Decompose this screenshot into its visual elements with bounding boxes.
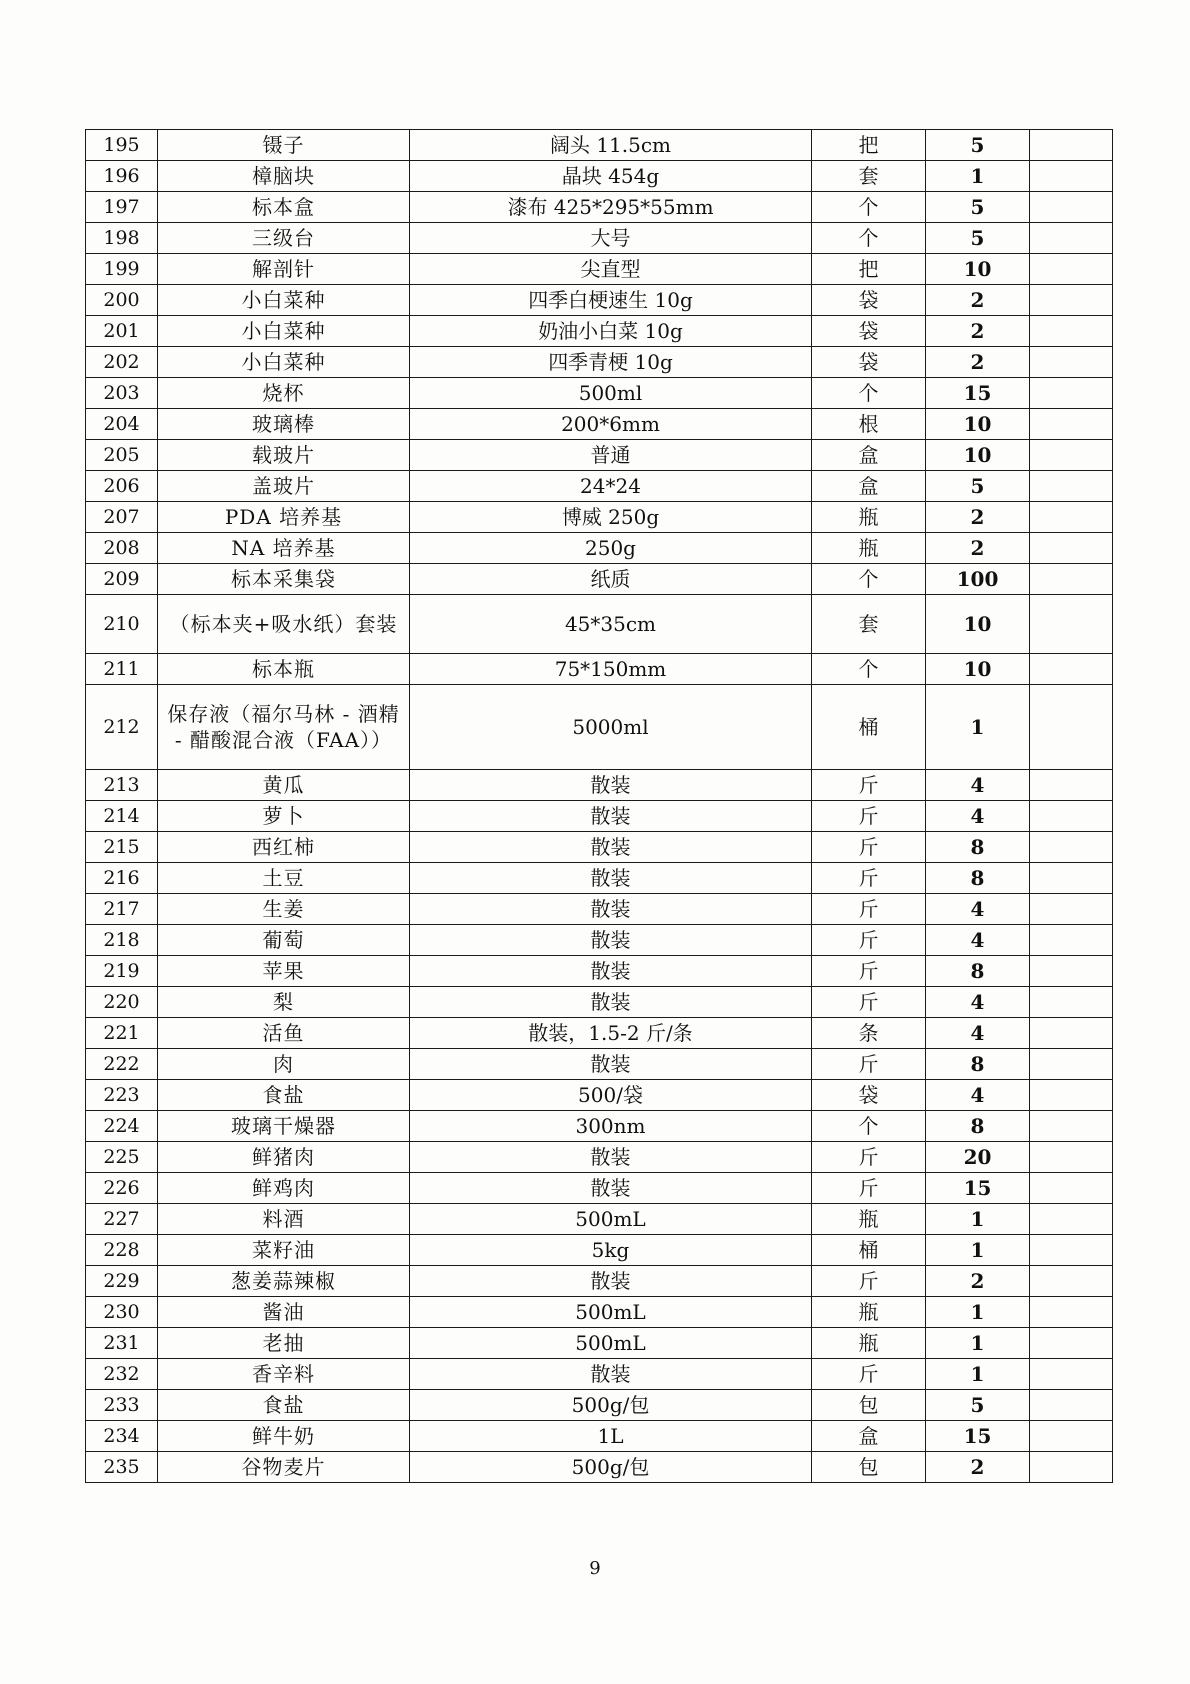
item-unit: 袋 — [812, 316, 926, 347]
item-unit: 桶 — [812, 1235, 926, 1266]
item-number: 202 — [86, 347, 158, 378]
item-number: 231 — [86, 1328, 158, 1359]
table-row — [86, 564, 1113, 595]
item-name: 三级台 — [158, 223, 410, 254]
table-row — [86, 192, 1113, 223]
item-number: 222 — [86, 1049, 158, 1080]
item-number: 204 — [86, 409, 158, 440]
item-note — [1030, 254, 1113, 285]
item-unit: 斤 — [812, 1173, 926, 1204]
item-note — [1030, 378, 1113, 409]
item-unit: 斤 — [812, 987, 926, 1018]
item-note — [1030, 1049, 1113, 1080]
table-row — [86, 1390, 1113, 1421]
item-spec: 300nm — [410, 1111, 812, 1142]
table-row — [86, 863, 1113, 894]
item-note — [1030, 654, 1113, 685]
item-quantity: 1 — [926, 685, 1030, 770]
item-unit: 斤 — [812, 1359, 926, 1390]
item-number: 200 — [86, 285, 158, 316]
item-note — [1030, 285, 1113, 316]
item-number: 233 — [86, 1390, 158, 1421]
item-note — [1030, 894, 1113, 925]
table-row — [86, 1359, 1113, 1390]
table-row — [86, 1142, 1113, 1173]
item-number: 232 — [86, 1359, 158, 1390]
item-note — [1030, 316, 1113, 347]
item-note — [1030, 1142, 1113, 1173]
item-note — [1030, 1328, 1113, 1359]
item-quantity: 4 — [926, 801, 1030, 832]
item-note — [1030, 409, 1113, 440]
table-row — [86, 409, 1113, 440]
item-quantity: 1 — [926, 161, 1030, 192]
item-note — [1030, 770, 1113, 801]
item-name: 小白菜种 — [158, 316, 410, 347]
item-note — [1030, 685, 1113, 770]
item-unit: 桶 — [812, 685, 926, 770]
item-note — [1030, 1204, 1113, 1235]
item-unit: 瓶 — [812, 502, 926, 533]
table-row — [86, 1235, 1113, 1266]
item-spec: 散装 — [410, 987, 812, 1018]
item-note — [1030, 1359, 1113, 1390]
item-unit: 条 — [812, 1018, 926, 1049]
item-name: 生姜 — [158, 894, 410, 925]
item-quantity: 1 — [926, 1328, 1030, 1359]
item-unit: 斤 — [812, 956, 926, 987]
item-name: 小白菜种 — [158, 285, 410, 316]
item-number: 207 — [86, 502, 158, 533]
item-unit: 盒 — [812, 440, 926, 471]
item-unit: 斤 — [812, 770, 926, 801]
item-name: 载玻片 — [158, 440, 410, 471]
table-row — [86, 1173, 1113, 1204]
table-row — [86, 533, 1113, 564]
table-row — [86, 654, 1113, 685]
table-row — [86, 285, 1113, 316]
item-name: 镊子 — [158, 130, 410, 161]
item-name: 保存液（福尔马林 - 酒精 - 醋酸混合液（FAA）） — [158, 685, 410, 770]
table-row — [86, 685, 1113, 770]
item-note — [1030, 1080, 1113, 1111]
item-note — [1030, 161, 1113, 192]
item-spec: 散装 — [410, 1049, 812, 1080]
item-unit: 包 — [812, 1390, 926, 1421]
item-quantity: 5 — [926, 130, 1030, 161]
item-quantity: 4 — [926, 987, 1030, 1018]
item-unit: 斤 — [812, 832, 926, 863]
item-note — [1030, 595, 1113, 654]
item-number: 228 — [86, 1235, 158, 1266]
item-spec: 晶块 454g — [410, 161, 812, 192]
item-quantity: 10 — [926, 409, 1030, 440]
item-quantity: 15 — [926, 378, 1030, 409]
item-number: 217 — [86, 894, 158, 925]
item-note — [1030, 130, 1113, 161]
item-quantity: 10 — [926, 254, 1030, 285]
item-spec: 散装 — [410, 925, 812, 956]
item-spec: 75*150mm — [410, 654, 812, 685]
item-number: 196 — [86, 161, 158, 192]
table-row — [86, 1452, 1113, 1483]
item-quantity: 2 — [926, 1266, 1030, 1297]
item-unit: 瓶 — [812, 1204, 926, 1235]
item-spec: 纸质 — [410, 564, 812, 595]
item-note — [1030, 1111, 1113, 1142]
item-unit: 袋 — [812, 1080, 926, 1111]
item-note — [1030, 801, 1113, 832]
item-quantity: 15 — [926, 1421, 1030, 1452]
item-spec: 500mL — [410, 1204, 812, 1235]
item-number: 195 — [86, 130, 158, 161]
item-name: 标本采集袋 — [158, 564, 410, 595]
item-number: 220 — [86, 987, 158, 1018]
item-number: 206 — [86, 471, 158, 502]
item-spec: 散装 — [410, 1359, 812, 1390]
item-quantity: 20 — [926, 1142, 1030, 1173]
item-unit: 套 — [812, 595, 926, 654]
item-spec: 散装，1.5-2 斤/条 — [410, 1018, 812, 1049]
item-name: 标本瓶 — [158, 654, 410, 685]
item-name: 鲜鸡肉 — [158, 1173, 410, 1204]
item-quantity: 5 — [926, 192, 1030, 223]
item-note — [1030, 1018, 1113, 1049]
item-spec: 散装 — [410, 863, 812, 894]
item-name: 谷物麦片 — [158, 1452, 410, 1483]
item-unit: 个 — [812, 1111, 926, 1142]
table-row — [86, 832, 1113, 863]
item-number: 229 — [86, 1266, 158, 1297]
item-name: PDA 培养基 — [158, 502, 410, 533]
item-unit: 个 — [812, 564, 926, 595]
item-note — [1030, 1173, 1113, 1204]
item-name: 苹果 — [158, 956, 410, 987]
item-quantity: 5 — [926, 1390, 1030, 1421]
item-name: 盖玻片 — [158, 471, 410, 502]
table-row — [86, 1111, 1113, 1142]
item-quantity: 4 — [926, 1080, 1030, 1111]
item-spec: 阔头 11.5cm — [410, 130, 812, 161]
item-number: 235 — [86, 1452, 158, 1483]
item-note — [1030, 471, 1113, 502]
item-note — [1030, 1235, 1113, 1266]
table-row — [86, 1266, 1113, 1297]
item-unit: 瓶 — [812, 1328, 926, 1359]
item-unit: 斤 — [812, 863, 926, 894]
table-row — [86, 987, 1113, 1018]
table-row — [86, 502, 1113, 533]
item-spec: 500g/包 — [410, 1452, 812, 1483]
item-unit: 个 — [812, 192, 926, 223]
item-spec: 24*24 — [410, 471, 812, 502]
item-number: 215 — [86, 832, 158, 863]
item-unit: 袋 — [812, 285, 926, 316]
item-note — [1030, 440, 1113, 471]
item-quantity: 1 — [926, 1235, 1030, 1266]
item-note — [1030, 1452, 1113, 1483]
item-number: 199 — [86, 254, 158, 285]
item-spec: 500ml — [410, 378, 812, 409]
item-note — [1030, 564, 1113, 595]
item-quantity: 4 — [926, 1018, 1030, 1049]
table-row — [86, 378, 1113, 409]
item-quantity: 1 — [926, 1204, 1030, 1235]
item-spec: 大号 — [410, 223, 812, 254]
item-quantity: 10 — [926, 654, 1030, 685]
item-number: 223 — [86, 1080, 158, 1111]
item-number: 211 — [86, 654, 158, 685]
item-spec: 四季青梗 10g — [410, 347, 812, 378]
item-quantity: 2 — [926, 285, 1030, 316]
item-unit: 盒 — [812, 1421, 926, 1452]
item-quantity: 8 — [926, 1111, 1030, 1142]
table-row — [86, 925, 1113, 956]
item-name: 老抽 — [158, 1328, 410, 1359]
item-number: 219 — [86, 956, 158, 987]
item-spec: 500mL — [410, 1328, 812, 1359]
item-spec: 普通 — [410, 440, 812, 471]
item-name: 食盐 — [158, 1080, 410, 1111]
table-row — [86, 1297, 1113, 1328]
item-name: 玻璃棒 — [158, 409, 410, 440]
item-number: 230 — [86, 1297, 158, 1328]
item-number: 209 — [86, 564, 158, 595]
item-name: 黄瓜 — [158, 770, 410, 801]
item-name: 小白菜种 — [158, 347, 410, 378]
item-unit: 根 — [812, 409, 926, 440]
item-quantity: 8 — [926, 956, 1030, 987]
table-row — [86, 161, 1113, 192]
item-name: 梨 — [158, 987, 410, 1018]
item-unit: 盒 — [812, 471, 926, 502]
item-number: 226 — [86, 1173, 158, 1204]
item-note — [1030, 1297, 1113, 1328]
item-note — [1030, 925, 1113, 956]
item-number: 201 — [86, 316, 158, 347]
item-spec: 500/袋 — [410, 1080, 812, 1111]
item-name: NA 培养基 — [158, 533, 410, 564]
inventory-table-body — [86, 130, 1113, 1483]
item-spec: 奶油小白菜 10g — [410, 316, 812, 347]
table-row — [86, 347, 1113, 378]
item-spec: 漆布 425*295*55mm — [410, 192, 812, 223]
item-name: 料酒 — [158, 1204, 410, 1235]
item-quantity: 1 — [926, 1359, 1030, 1390]
item-number: 216 — [86, 863, 158, 894]
item-name: 活鱼 — [158, 1018, 410, 1049]
item-spec: 500mL — [410, 1297, 812, 1328]
item-unit: 斤 — [812, 1142, 926, 1173]
item-name: 樟脑块 — [158, 161, 410, 192]
item-name: 土豆 — [158, 863, 410, 894]
item-unit: 瓶 — [812, 1297, 926, 1328]
item-number: 218 — [86, 925, 158, 956]
item-name: 西红柿 — [158, 832, 410, 863]
item-name: （标本夹+吸水纸）套装 — [158, 595, 410, 654]
table-row — [86, 1328, 1113, 1359]
item-spec: 散装 — [410, 832, 812, 863]
item-number: 227 — [86, 1204, 158, 1235]
item-name: 香辛料 — [158, 1359, 410, 1390]
item-number: 210 — [86, 595, 158, 654]
item-unit: 瓶 — [812, 533, 926, 564]
item-note — [1030, 832, 1113, 863]
item-note — [1030, 533, 1113, 564]
item-spec: 尖直型 — [410, 254, 812, 285]
item-unit: 斤 — [812, 801, 926, 832]
item-spec: 散装 — [410, 1173, 812, 1204]
item-quantity: 4 — [926, 925, 1030, 956]
item-unit: 包 — [812, 1452, 926, 1483]
item-spec: 5000ml — [410, 685, 812, 770]
item-number: 198 — [86, 223, 158, 254]
item-unit: 斤 — [812, 1049, 926, 1080]
item-unit: 袋 — [812, 347, 926, 378]
item-quantity: 8 — [926, 863, 1030, 894]
item-quantity: 1 — [926, 1297, 1030, 1328]
item-spec: 散装 — [410, 894, 812, 925]
item-spec: 散装 — [410, 770, 812, 801]
item-spec: 散装 — [410, 801, 812, 832]
table-row — [86, 1018, 1113, 1049]
item-number: 224 — [86, 1111, 158, 1142]
item-number: 225 — [86, 1142, 158, 1173]
item-quantity: 10 — [926, 595, 1030, 654]
item-quantity: 2 — [926, 316, 1030, 347]
table-row — [86, 770, 1113, 801]
item-number: 203 — [86, 378, 158, 409]
item-number: 205 — [86, 440, 158, 471]
item-note — [1030, 347, 1113, 378]
item-quantity: 100 — [926, 564, 1030, 595]
table-row — [86, 223, 1113, 254]
item-unit: 把 — [812, 254, 926, 285]
item-spec: 200*6mm — [410, 409, 812, 440]
item-name: 玻璃干燥器 — [158, 1111, 410, 1142]
item-quantity: 4 — [926, 894, 1030, 925]
item-name: 鲜猪肉 — [158, 1142, 410, 1173]
item-note — [1030, 502, 1113, 533]
item-number: 208 — [86, 533, 158, 564]
item-note — [1030, 956, 1113, 987]
item-name: 葡萄 — [158, 925, 410, 956]
item-quantity: 2 — [926, 1452, 1030, 1483]
item-name: 标本盒 — [158, 192, 410, 223]
table-row — [86, 1204, 1113, 1235]
table-row — [86, 801, 1113, 832]
item-spec: 散装 — [410, 1266, 812, 1297]
table-row — [86, 595, 1113, 654]
item-unit: 个 — [812, 378, 926, 409]
table-row — [86, 1421, 1113, 1452]
item-unit: 个 — [812, 654, 926, 685]
inventory-table — [85, 129, 1113, 1483]
item-name: 酱油 — [158, 1297, 410, 1328]
table-row — [86, 894, 1113, 925]
item-quantity: 2 — [926, 502, 1030, 533]
item-spec: 1L — [410, 1421, 812, 1452]
item-quantity: 8 — [926, 832, 1030, 863]
item-quantity: 2 — [926, 347, 1030, 378]
item-quantity: 8 — [926, 1049, 1030, 1080]
item-spec: 散装 — [410, 1142, 812, 1173]
item-unit: 斤 — [812, 1266, 926, 1297]
item-name: 菜籽油 — [158, 1235, 410, 1266]
item-unit: 个 — [812, 223, 926, 254]
table-row — [86, 1080, 1113, 1111]
item-spec: 250g — [410, 533, 812, 564]
item-note — [1030, 1390, 1113, 1421]
item-unit: 套 — [812, 161, 926, 192]
table-row — [86, 254, 1113, 285]
table-row — [86, 956, 1113, 987]
item-spec: 博威 250g — [410, 502, 812, 533]
item-quantity: 15 — [926, 1173, 1030, 1204]
table-row — [86, 130, 1113, 161]
item-note — [1030, 1266, 1113, 1297]
item-quantity: 5 — [926, 471, 1030, 502]
item-note — [1030, 192, 1113, 223]
table-row — [86, 440, 1113, 471]
item-spec: 散装 — [410, 956, 812, 987]
item-name: 肉 — [158, 1049, 410, 1080]
item-quantity: 5 — [926, 223, 1030, 254]
item-note — [1030, 1421, 1113, 1452]
item-name: 鲜牛奶 — [158, 1421, 410, 1452]
item-number: 234 — [86, 1421, 158, 1452]
item-number: 214 — [86, 801, 158, 832]
item-unit: 把 — [812, 130, 926, 161]
item-name: 解剖针 — [158, 254, 410, 285]
item-number: 221 — [86, 1018, 158, 1049]
item-number: 212 — [86, 685, 158, 770]
item-name: 葱姜蒜辣椒 — [158, 1266, 410, 1297]
table-row — [86, 1049, 1113, 1080]
page-number: 9 — [589, 1558, 601, 1579]
item-number: 197 — [86, 192, 158, 223]
item-quantity: 2 — [926, 533, 1030, 564]
item-name: 烧杯 — [158, 378, 410, 409]
item-unit: 斤 — [812, 925, 926, 956]
item-quantity: 10 — [926, 440, 1030, 471]
item-spec: 5kg — [410, 1235, 812, 1266]
item-spec: 500g/包 — [410, 1390, 812, 1421]
item-name: 萝卜 — [158, 801, 410, 832]
item-number: 213 — [86, 770, 158, 801]
item-spec: 45*35cm — [410, 595, 812, 654]
table-row — [86, 471, 1113, 502]
item-quantity: 4 — [926, 770, 1030, 801]
item-unit: 斤 — [812, 894, 926, 925]
item-note — [1030, 223, 1113, 254]
table-row — [86, 316, 1113, 347]
item-note — [1030, 863, 1113, 894]
item-name: 食盐 — [158, 1390, 410, 1421]
item-note — [1030, 987, 1113, 1018]
item-spec: 四季白梗速生 10g — [410, 285, 812, 316]
